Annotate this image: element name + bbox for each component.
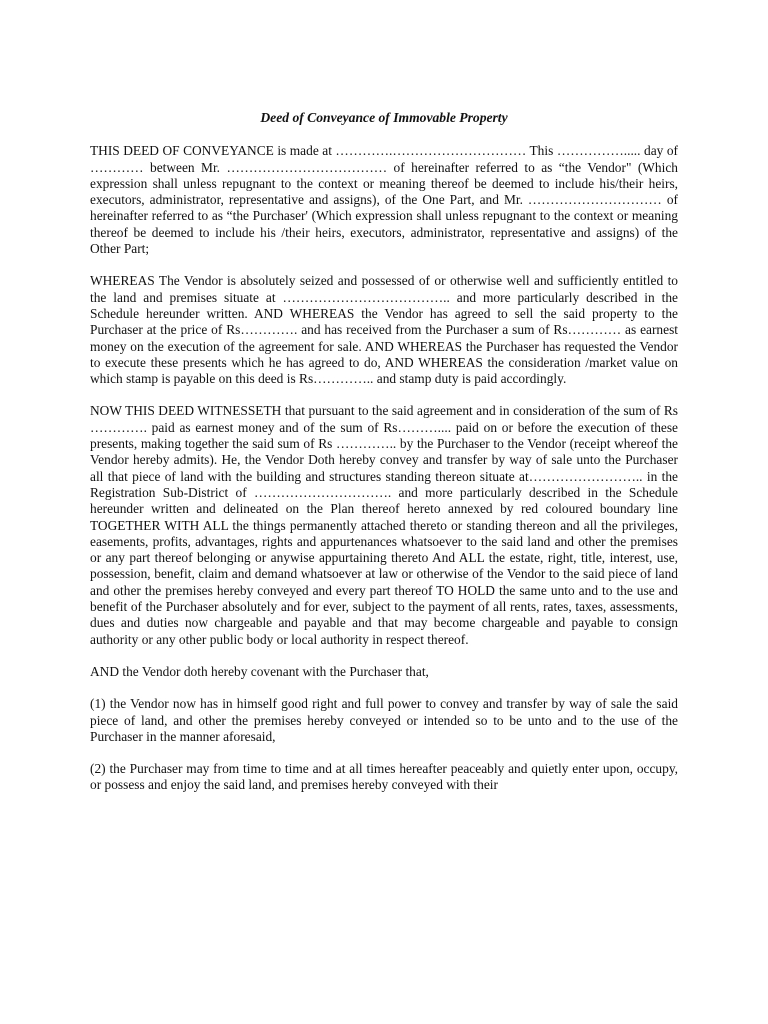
paragraph-deed-opening: THIS DEED OF CONVEYANCE is made at ………….………………………… This ……………..... day of ………… between Mr. ……………………………… of hereinafter referred to as “the Vendor" (Which expression shall unless repugnant to the context or meaning thereof be deemed to include his/their heirs, executors, administrator, representative and assigns), of the One Part, and Mr. ………………………… of hereinafter referred to as “the Purchaser' (Which expression shall unless repugnant to the context or meaning thereof be deemed to include his /their heirs, executors, administrator, representative and assigns) of the Other Part; xyxy=(90,143,678,257)
paragraph-covenant-intro: AND the Vendor doth hereby covenant with the Purchaser that, xyxy=(90,663,429,679)
paragraph-whereas: WHEREAS The Vendor is absolutely seized and possessed of or otherwise well and sufficiently entitled to the land and premises situate at ……………………………….. and more particularly described in the Schedule hereunder written. AND WHEREAS the Vendor has agreed to sell the said property to the Purchaser at the price of Rs…………. and has received from the Purchaser a sum of Rs………… as earnest money on the execution of the agreement for sale. AND WHEREAS the Purchaser has requested the Vendor to execute these presents which he has agreed to do, AND WHEREAS the consideration /market value on which stamp is payable on this deed is Rs………….. and stamp duty is paid accordingly. xyxy=(90,273,678,387)
paragraph-covenant-2: (2) the Purchaser may from time to time and at all times hereafter peaceably and quietly enter upon, occupy, or possess and enjoy the said land, and premises hereby conveyed with their xyxy=(90,761,678,793)
document-page xyxy=(90,110,678,810)
paragraph-witnesseth: NOW THIS DEED WITNESSETH that pursuant to the said agreement and in consideration of the sum of Rs …………. paid as earnest money and of the sum of Rs……….... paid on or before the execution of these presents, making together the said sum of Rs ………….. by the Purchaser to the Vendor (receipt whereof the Vendor hereby admits). He, the Vendor Doth hereby convey and transfer by way of sale unto the Purchaser all that piece of land with the building and structures standing thereon situate at…………………….. in the Registration Sub-District of …………………………. and more particularly described in the Schedule hereunder written and delineated on the Plan thereof hereto annexed by red coloured boundary line TOGETHER WITH ALL the things permanently attached thereto or standing thereon and all the privileges, easements, profits, advantages, rights and appurtenances whatsoever to the said land and other the premises or any part thereof belonging or anywise appurtaining thereto And ALL the estate, right, title, interest, use, possession, benefit, claim and demand whatsoever at law or otherwise of the Vendor to the said piece of land and other the premises hereby conveyed and every part thereof TO HOLD the same unto and to the use and benefit of the Purchaser absolutely and for ever, subject to the payment of all rents, rates, taxes, assessments, dues and duties now chargeable and payable and that may become chargeable and payable to consign authority or any other public body or local authority in respect thereof. xyxy=(90,403,678,647)
document-title: Deed of Conveyance of Immovable Property xyxy=(260,110,508,125)
paragraph-covenant-1: (1) the Vendor now has in himself good right and full power to convey and transfer by way of sale the said piece of land, and other the premises hereby conveyed or intended so to be unto and to the use of the Purchaser in the manner aforesaid, xyxy=(90,696,678,744)
